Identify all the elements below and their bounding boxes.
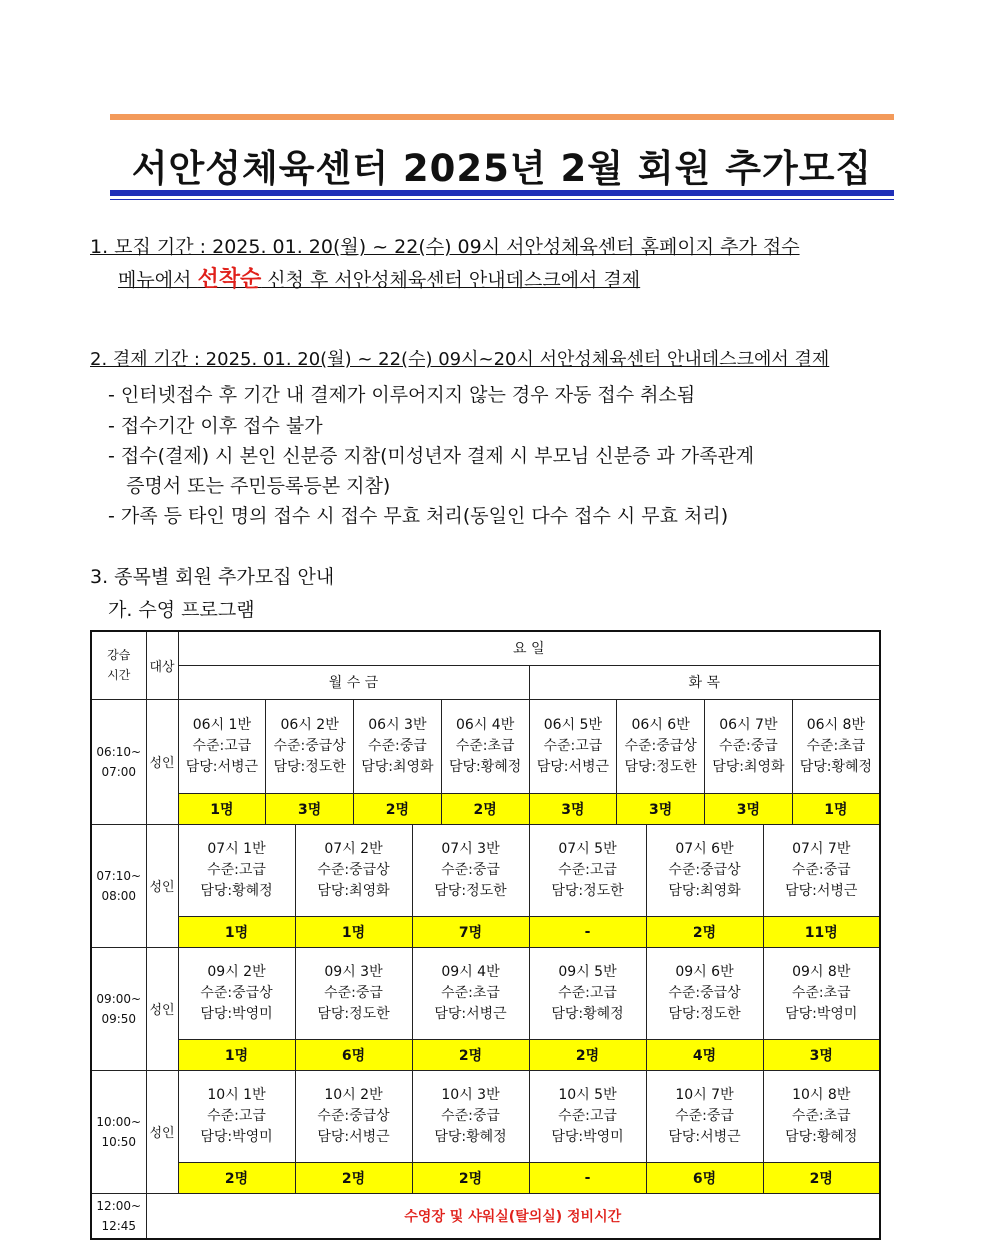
class-coach: 담당:황혜정 bbox=[799, 758, 873, 775]
class-level: 수준:고급 bbox=[207, 861, 266, 878]
class-level: 수준:고급 bbox=[192, 737, 252, 754]
class-level: 수준:중급상 bbox=[273, 737, 346, 754]
class-level: 수준:중급상 bbox=[317, 1107, 390, 1124]
class-cell bbox=[266, 699, 354, 793]
vacancy-count: 3명 bbox=[617, 793, 705, 824]
title-bottom-bar bbox=[110, 190, 894, 196]
class-coach: 담당:서병근 bbox=[668, 1128, 741, 1145]
class-cell bbox=[617, 699, 705, 793]
class-cell bbox=[295, 824, 412, 916]
class-name: 10시 8반 bbox=[792, 1086, 851, 1103]
class-coach: 담당:박영미 bbox=[551, 1128, 624, 1145]
vacancy-count: - bbox=[529, 1162, 646, 1193]
class-cell bbox=[412, 824, 529, 916]
recruit-period-line1: 1. 모집 기간 : 2025. 01. 20(월) ~ 22(수) 09시 서안성체육센터 홈페이지 추가 접수 bbox=[90, 236, 800, 258]
class-coach: 담당:서병근 bbox=[536, 758, 610, 775]
class-name: 06시 3반 bbox=[368, 716, 427, 733]
swim-program-subheading: 가. 수영 프로그램 bbox=[108, 599, 255, 621]
class-coach: 담당:박영미 bbox=[785, 1005, 858, 1022]
class-level: 수준:중급 bbox=[441, 1107, 500, 1124]
payment-bullet: 증명서 또는 주민등록등본 지참) bbox=[108, 475, 391, 497]
vacancy-count: 3명 bbox=[266, 793, 354, 824]
class-level: 수준:초급 bbox=[791, 1107, 851, 1124]
class-name: 06시 5반 bbox=[543, 716, 602, 733]
class-level: 수준:중급 bbox=[791, 861, 851, 878]
time-slot: 07:10~ 08:00 bbox=[91, 824, 146, 947]
class-cell bbox=[178, 1070, 295, 1162]
title-banner bbox=[110, 114, 894, 204]
payment-bullet: - 접수기간 이후 접수 불가 bbox=[108, 415, 323, 437]
class-coach: 담당:박영미 bbox=[200, 1128, 273, 1145]
vacancy-count: 1명 bbox=[792, 793, 880, 824]
class-cell bbox=[178, 947, 295, 1039]
class-coach: 담당:서병근 bbox=[317, 1128, 390, 1145]
class-name: 06시 2반 bbox=[280, 716, 339, 733]
class-cell bbox=[763, 947, 880, 1039]
payment-bullet: - 접수(결제) 시 본인 신분증 지참(미성년자 결제 시 부모님 신분증 과 가족관계 bbox=[108, 445, 755, 467]
class-cell bbox=[763, 824, 880, 916]
header-target: 대상 bbox=[146, 631, 178, 699]
class-cell bbox=[705, 699, 793, 793]
class-name: 06시 1반 bbox=[192, 716, 251, 733]
class-coach: 담당:정도한 bbox=[551, 882, 624, 899]
header-time: 강습 시간 bbox=[91, 631, 146, 699]
class-cell bbox=[354, 699, 442, 793]
vacancy-count: 2명 bbox=[412, 1039, 529, 1070]
class-name: 07시 1반 bbox=[207, 840, 266, 857]
class-cell bbox=[646, 824, 763, 916]
class-level: 수준:중급 bbox=[367, 737, 427, 754]
class-coach: 담당:서병근 bbox=[785, 882, 858, 899]
header-mon-wed-fri: 월 수 금 bbox=[178, 665, 529, 699]
class-coach: 담당:황혜정 bbox=[448, 758, 522, 775]
class-level: 수준:고급 bbox=[207, 1107, 266, 1124]
vacancy-count: 2명 bbox=[178, 1162, 295, 1193]
class-name: 09시 2반 bbox=[207, 963, 266, 980]
class-cell bbox=[178, 699, 266, 793]
class-level: 수준:중급상 bbox=[624, 737, 697, 754]
class-cell bbox=[763, 1070, 880, 1162]
time-slot: 06:10~ 07:00 bbox=[91, 699, 146, 824]
payment-bullet: - 가족 등 타인 명의 접수 시 접수 무효 처리(동일인 다수 접수 시 무효 처리) bbox=[108, 505, 729, 527]
class-name: 10시 1반 bbox=[207, 1086, 266, 1103]
class-coach: 담당:박영미 bbox=[200, 1005, 273, 1022]
class-coach: 담당:최영화 bbox=[712, 758, 785, 775]
class-name: 07시 3반 bbox=[441, 840, 500, 857]
class-level: 수준:고급 bbox=[558, 984, 617, 1001]
vacancy-count: 2명 bbox=[441, 793, 529, 824]
swim-schedule-table bbox=[90, 630, 881, 1240]
recruit-line2-pre: 메뉴에서 bbox=[118, 269, 198, 291]
vacancy-count: 1명 bbox=[295, 916, 412, 947]
class-name: 07시 6반 bbox=[675, 840, 734, 857]
class-name: 07시 7반 bbox=[792, 840, 851, 857]
header-tue-thu: 화 목 bbox=[529, 665, 880, 699]
vacancy-count: 1명 bbox=[178, 1039, 295, 1070]
class-name: 09시 4반 bbox=[441, 963, 500, 980]
class-name: 09시 5반 bbox=[558, 963, 617, 980]
class-level: 수준:중급상 bbox=[668, 861, 741, 878]
vacancy-count: 2명 bbox=[354, 793, 442, 824]
target-cell: 성인 bbox=[146, 947, 178, 1070]
class-level: 수준:고급 bbox=[558, 1107, 617, 1124]
class-level: 수준:고급 bbox=[558, 861, 617, 878]
vacancy-count: 2명 bbox=[763, 1162, 880, 1193]
page-title: 서안성체육센터 2025년 2월 회원 추가모집 bbox=[131, 147, 873, 190]
vacancy-count: 1명 bbox=[178, 793, 266, 824]
class-level: 수준:초급 bbox=[791, 984, 851, 1001]
program-heading: 3. 종목별 회원 추가모집 안내 bbox=[90, 566, 335, 588]
class-coach: 담당:최영화 bbox=[361, 758, 434, 775]
class-coach: 담당:정도한 bbox=[668, 1005, 741, 1022]
class-level: 수준:초급 bbox=[806, 737, 866, 754]
class-name: 07시 2반 bbox=[324, 840, 383, 857]
class-cell bbox=[646, 1070, 763, 1162]
vacancy-count: 1명 bbox=[178, 916, 295, 947]
class-coach: 담당:서병근 bbox=[434, 1005, 507, 1022]
class-level: 수준:중급상 bbox=[317, 861, 390, 878]
class-level: 수준:초급 bbox=[455, 737, 515, 754]
class-level: 수준:고급 bbox=[543, 737, 603, 754]
class-coach: 담당:정도한 bbox=[434, 882, 507, 899]
class-name: 06시 7반 bbox=[719, 716, 778, 733]
title-top-bar bbox=[110, 114, 894, 120]
class-name: 10시 2반 bbox=[324, 1086, 383, 1103]
title-bottom-thin-bar bbox=[110, 199, 894, 200]
class-cell bbox=[792, 699, 880, 793]
class-name: 09시 8반 bbox=[792, 963, 851, 980]
vacancy-count: 6명 bbox=[646, 1162, 763, 1193]
vacancy-count: 11명 bbox=[763, 916, 880, 947]
class-level: 수준:중급 bbox=[718, 737, 778, 754]
vacancy-count: 2명 bbox=[529, 1039, 646, 1070]
class-name: 06시 6반 bbox=[631, 716, 690, 733]
class-name: 10시 3반 bbox=[441, 1086, 500, 1103]
class-cell bbox=[529, 947, 646, 1039]
vacancy-count: 3명 bbox=[763, 1039, 880, 1070]
vacancy-count: 6명 bbox=[295, 1039, 412, 1070]
class-name: 07시 5반 bbox=[558, 840, 617, 857]
time-slot: 12:00~ 12:45 bbox=[91, 1193, 146, 1239]
class-level: 수준:중급 bbox=[675, 1107, 734, 1124]
class-name: 09시 6반 bbox=[675, 963, 734, 980]
class-coach: 담당:최영화 bbox=[668, 882, 741, 899]
class-name: 09시 3반 bbox=[324, 963, 383, 980]
recruit-period-line2 bbox=[118, 262, 640, 293]
class-cell bbox=[529, 824, 646, 916]
payment-period-line: 2. 결제 기간 : 2025. 01. 20(월) ~ 22(수) 09시~20시 서안성체육센터 안내데스크에서 결제 bbox=[90, 349, 830, 370]
class-level: 수준:중급상 bbox=[200, 984, 273, 1001]
class-coach: 담당:황혜정 bbox=[434, 1128, 507, 1145]
vacancy-count: 2명 bbox=[646, 916, 763, 947]
class-coach: 담당:정도한 bbox=[317, 1005, 390, 1022]
class-name: 06시 8반 bbox=[806, 716, 865, 733]
vacancy-count: 2명 bbox=[295, 1162, 412, 1193]
class-coach: 담당:정도한 bbox=[624, 758, 697, 775]
class-cell bbox=[412, 947, 529, 1039]
class-level: 수준:중급 bbox=[324, 984, 383, 1001]
class-cell bbox=[646, 947, 763, 1039]
class-cell bbox=[529, 1070, 646, 1162]
class-cell bbox=[412, 1070, 529, 1162]
class-coach: 담당:정도한 bbox=[273, 758, 346, 775]
vacancy-count: 3명 bbox=[705, 793, 793, 824]
recruit-line2-post: 신청 후 서안성체육센터 안내데스크에서 결제 bbox=[261, 269, 641, 291]
target-cell: 성인 bbox=[146, 824, 178, 947]
vacancy-count: 4명 bbox=[646, 1039, 763, 1070]
vacancy-count: 3명 bbox=[529, 793, 617, 824]
class-name: 10시 7반 bbox=[675, 1086, 734, 1103]
class-level: 수준:중급 bbox=[441, 861, 500, 878]
maintenance-note: 수영장 및 샤워실(탈의실) 정비시간 bbox=[146, 1193, 880, 1239]
vacancy-count: - bbox=[529, 916, 646, 947]
class-cell bbox=[178, 824, 295, 916]
class-coach: 담당:서병근 bbox=[185, 758, 259, 775]
class-name: 10시 5반 bbox=[558, 1086, 617, 1103]
vacancy-count: 7명 bbox=[412, 916, 529, 947]
class-coach: 담당:황혜정 bbox=[785, 1128, 858, 1145]
class-cell bbox=[295, 1070, 412, 1162]
target-cell: 성인 bbox=[146, 699, 178, 824]
class-coach: 담당:최영화 bbox=[317, 882, 390, 899]
class-cell bbox=[295, 947, 412, 1039]
target-cell: 성인 bbox=[146, 1070, 178, 1193]
vacancy-count: 2명 bbox=[412, 1162, 529, 1193]
class-coach: 담당:황혜정 bbox=[551, 1005, 624, 1022]
time-slot: 10:00~ 10:50 bbox=[91, 1070, 146, 1193]
time-slot: 09:00~ 09:50 bbox=[91, 947, 146, 1070]
class-cell bbox=[441, 699, 529, 793]
header-day: 요 일 bbox=[178, 631, 880, 665]
class-name: 06시 4반 bbox=[456, 716, 515, 733]
class-level: 수준:초급 bbox=[441, 984, 500, 1001]
payment-bullet: - 인터넷접수 후 기간 내 결제가 이루어지지 않는 경우 자동 접수 취소됨 bbox=[108, 384, 696, 406]
class-level: 수준:중급상 bbox=[668, 984, 741, 1001]
class-cell bbox=[529, 699, 617, 793]
first-come-label: 선착순 bbox=[197, 267, 262, 292]
class-coach: 담당:황혜정 bbox=[200, 882, 273, 899]
